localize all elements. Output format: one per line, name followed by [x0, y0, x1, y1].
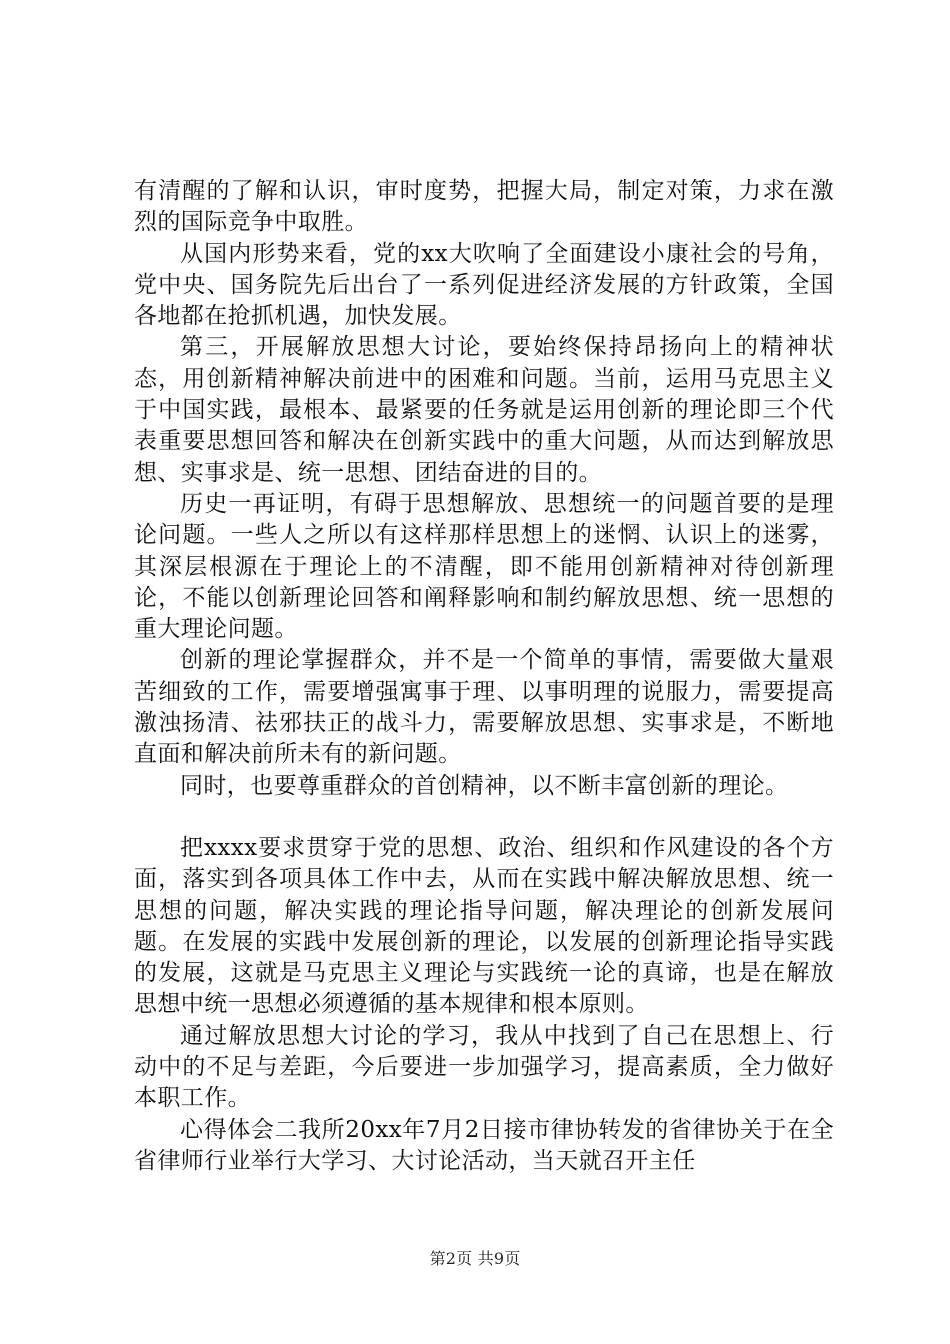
paragraph: 把xxxx要求贯穿于党的思想、政治、组织和作风建设的各个方面，落实到各项具体工作中去，从而在实践中解决解放思想、统一思想的问题，解决实践的理论指导问题，解决理论的创新发展问题。在发展的实践中发展创新的理论，以发展的创新理论指导实践的发展，这就是马克思主义理论与实践统一论的真谛，也是在解放思想中统一思想必须遵循的基本规律和根本原则。: [134, 834, 834, 1018]
paragraph: 有清醒的了解和认识，审时度势，把握大局，制定对策，力求在激烈的国际竞争中取胜。: [134, 178, 834, 236]
paragraph: 历史一再证明，有碍于思想解放、思想统一的问题首要的是理论问题。一些人之所以有这样那样思想上的迷惘、认识上的迷雾，其深层根源在于理论上的不清醒，即不能用创新精神对待创新理论，不能以创新理论回答和阐释影响和制约解放思想、统一思想的重大理论问题。: [134, 490, 834, 643]
paragraph: 通过解放思想大讨论的学习，我从中找到了自己在思想上、行动中的不足与差距，今后要进一步加强学习，提高素质，全力做好本职工作。: [134, 1022, 834, 1112]
paragraph: 创新的理论掌握群众，并不是一个简单的事情，需要做大量艰苦细致的工作，需要增强寓事于理、以事明理的说服力，需要提高激浊扬清、祛邪扶正的战斗力，需要解放思想、实事求是，不断地直面和解决前所未有的新问题。: [134, 647, 834, 768]
paragraph-gap: [134, 802, 834, 833]
paragraph: 同时，也要尊重群众的首创精神，以不断丰富创新的理论。: [180, 772, 789, 799]
paragraph: 心得体会二我所20xx年7月2日接市律协转发的省律协关于在全省律师行业举行大学习、大讨论活动，当天就召开主任: [134, 1116, 834, 1174]
paragraph: 第三，开展解放思想大讨论，要始终保持昂扬向上的精神状态，用创新精神解决前进中的困难和问题。当前，运用马克思主义于中国实践，最根本、最紧要的任务就是运用创新的理论即三个代表重要思想回答和解决在创新实践中的重大问题，从而达到解放思想、实事求是、统一思想、团结奋进的目的。: [134, 334, 834, 486]
document-body: [134, 176, 834, 1177]
paragraph: 从国内形势来看，党的xx大吹响了全面建设小康社会的号角，党中央、国务院先后出台了一系列促进经济发展的方针政策，全国各地都在抢抓机遇，加快发展。: [134, 240, 834, 330]
page-number-footer: 第2页 共9页: [429, 1249, 521, 1268]
